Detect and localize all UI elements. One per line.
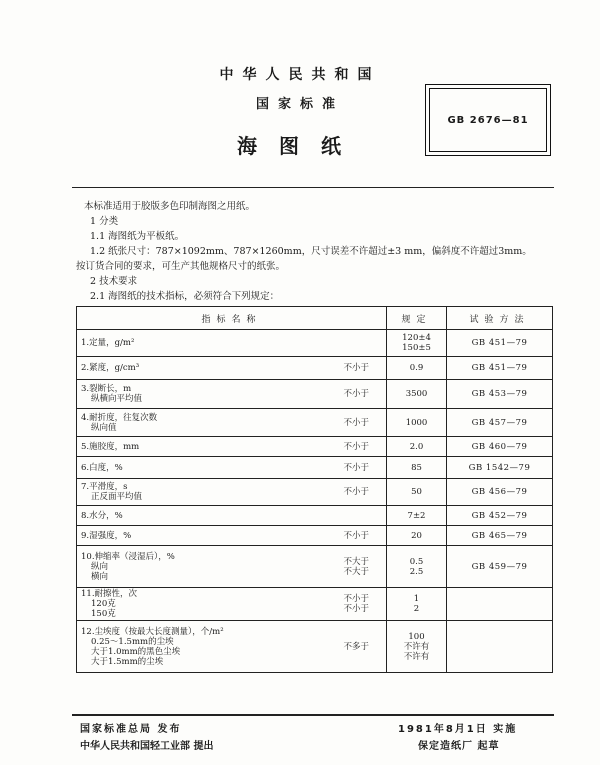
specification-value: 0.9 (409, 363, 424, 373)
clause-1-2-continued: 按订货合同的要求，可生产其他规格尺寸的纸张。 (76, 261, 286, 272)
section-1-heading: 1 分类 (90, 216, 119, 227)
indicator-subitem: 纵横向平均值 (91, 394, 143, 404)
specification-value: 50 (411, 487, 422, 497)
header-indicator-name: 指标名称 (77, 307, 387, 330)
table-row (77, 409, 553, 437)
specification-cell (387, 546, 447, 588)
indicator-name-cell (77, 380, 327, 409)
indicator-name: 6.白度，% (81, 462, 123, 473)
limit-condition: 不小于 (343, 441, 370, 452)
section-2-heading: 2 技术要求 (90, 276, 138, 287)
condition-cell (327, 506, 387, 526)
table-row (77, 546, 553, 588)
indicator-name-cell (77, 526, 327, 546)
condition-cell (327, 526, 387, 546)
table-row (77, 588, 553, 621)
test-method-cell: GB 453—79 (447, 380, 553, 409)
specification-cell (387, 588, 447, 621)
limit-condition: 不多于 (343, 641, 370, 652)
indicator-subitem: 0.25～1.5mm的尘埃 (91, 636, 174, 647)
indicator-name-cell (77, 506, 327, 526)
specification-value: 85 (411, 462, 422, 473)
table-row (77, 357, 553, 380)
footer-divider (72, 714, 554, 716)
limit-condition: 不小于 (343, 594, 370, 604)
indicator-subitem: 纵向 (91, 561, 109, 572)
specification-value: 2.0 (409, 441, 424, 452)
specification-cell (387, 479, 447, 506)
header-divider (72, 187, 554, 188)
drafter: 保定造纸厂 起草 (418, 741, 500, 752)
effective-date: 1981年8月1日 实施 (398, 724, 518, 735)
indicator-subitem: 正反面平均值 (91, 492, 143, 502)
specification-value: 0.5 (409, 556, 424, 567)
condition-cell (327, 409, 387, 437)
limit-condition: 不大于 (343, 556, 370, 567)
condition-cell (327, 380, 387, 409)
specification-value: 120±4 (402, 333, 431, 343)
standard-type-heading: 国家标准 (255, 97, 344, 112)
header-specification: 规定 (387, 307, 447, 330)
table-row (77, 380, 553, 409)
test-method-cell: GB 451—79 (447, 330, 553, 357)
table-row (77, 437, 553, 457)
specification-cell (387, 380, 447, 409)
test-method-cell (447, 588, 553, 621)
condition-cell (327, 621, 387, 673)
table-row (77, 330, 553, 357)
indicator-subitem: 大于1.5mm的尘埃 (91, 656, 164, 667)
specification-cell (387, 457, 447, 479)
header-test-method: 试验方法 (447, 307, 553, 330)
test-method-cell: GB 1542—79 (447, 457, 553, 479)
condition-cell (327, 357, 387, 380)
test-method-cell: GB 459—79 (447, 546, 553, 588)
indicator-name: 5.施胶度，mm (81, 441, 140, 452)
proposer: 中华人民共和国轻工业部 提出 (80, 741, 214, 752)
specification-cell (387, 409, 447, 437)
standard-code-box (425, 84, 551, 156)
indicator-name-cell (77, 409, 327, 437)
specification-value: 1 (413, 594, 420, 604)
indicator-name-cell (77, 588, 327, 621)
indicator-name: 8.水分，% (81, 510, 123, 521)
indicator-name: 9.湿强度，% (81, 530, 132, 541)
specification-value: 20 (411, 530, 422, 541)
specification-value: 2 (413, 604, 420, 614)
specification-value: 150±5 (402, 343, 431, 353)
limit-condition: 不小于 (343, 487, 370, 497)
limit-condition: 不小于 (343, 389, 370, 399)
specification-cell (387, 357, 447, 380)
indicator-name-cell (77, 437, 327, 457)
clause-2-1: 2.1 海图纸的技术指标，必须符合下列规定： (90, 291, 280, 302)
limit-condition: 不小于 (343, 417, 370, 428)
condition-cell (327, 479, 387, 506)
indicator-subitem: 大于1.0mm的黑色尘埃 (91, 646, 181, 657)
specification-cell (387, 621, 447, 673)
test-method-cell: GB 457—79 (447, 409, 553, 437)
indicator-name: 12.尘埃度（按最大长度测量），个/m² (81, 626, 224, 637)
limit-condition: 不小于 (343, 530, 370, 541)
specification-value: 不许有 (403, 641, 430, 652)
specification-cell (387, 506, 447, 526)
indicator-name-cell (77, 621, 327, 673)
condition-cell (327, 588, 387, 621)
specification-value: 100 (408, 631, 425, 642)
indicator-subitem: 120克 (91, 599, 116, 609)
specification-value: 3500 (405, 389, 428, 399)
condition-cell (327, 546, 387, 588)
test-method-cell: GB 465—79 (447, 526, 553, 546)
specification-cell (387, 437, 447, 457)
country-heading: 中华人民共和国 (219, 67, 381, 83)
specification-cell (387, 526, 447, 546)
specification-value: 7±2 (407, 510, 426, 521)
indicator-name: 7.平滑度，s (81, 482, 128, 492)
specification-value: 不许有 (403, 651, 430, 662)
specification-cell (387, 330, 447, 357)
limit-condition: 不小于 (343, 363, 370, 373)
limit-condition: 不小于 (343, 604, 370, 614)
table-row (77, 479, 553, 506)
indicator-name-cell (77, 457, 327, 479)
indicator-subitem: 横向 (91, 571, 109, 582)
specification-value: 1000 (405, 417, 428, 428)
test-method-cell (447, 621, 553, 673)
indicator-name: 1.定量，g/m² (81, 338, 135, 348)
test-method-cell: GB 452—79 (447, 506, 553, 526)
technical-specification-table (76, 306, 553, 673)
indicator-name: 10.伸缩率（浸湿后），% (81, 551, 175, 562)
specification-value: 2.5 (409, 566, 424, 577)
indicator-name-cell (77, 546, 327, 588)
scope-paragraph: 本标准适用于胶版多色印制海图之用纸。 (84, 201, 256, 212)
indicator-name: 3.裂断长，m (81, 384, 132, 394)
standard-code: GB 2676—81 (429, 88, 547, 152)
limit-condition: 不大于 (343, 566, 370, 577)
document-title: 海图纸 (237, 134, 363, 158)
indicator-name-cell (77, 479, 327, 506)
table-row (77, 526, 553, 546)
condition-cell (327, 457, 387, 479)
test-method-cell: GB 456—79 (447, 479, 553, 506)
condition-cell (327, 437, 387, 457)
issuer: 国家标准总局 发布 (80, 724, 182, 735)
table-row (77, 457, 553, 479)
indicator-subitem: 纵向值 (91, 422, 117, 433)
indicator-name-cell (77, 357, 327, 380)
indicator-name: 2.紧度，g/cm³ (81, 363, 140, 373)
table-row (77, 621, 553, 673)
clause-1-2: 1.2 纸张尺寸：787×1092mm、787×1260mm，尺寸误差不许超过±3 mm，偏斜度不许超过3mm。 (90, 246, 532, 257)
indicator-subitem: 150克 (91, 609, 116, 619)
limit-condition: 不小于 (343, 462, 370, 473)
indicator-name: 11.耐擦性，次 (81, 589, 138, 599)
clause-1-1: 1.1 海图纸为平板纸。 (90, 231, 185, 242)
test-method-cell: GB 460—79 (447, 437, 553, 457)
condition-cell (327, 330, 387, 357)
test-method-cell: GB 451—79 (447, 357, 553, 380)
table-row (77, 506, 553, 526)
indicator-name-cell (77, 330, 327, 357)
table-header-row (77, 307, 553, 330)
indicator-name: 4.耐折度，往复次数 (81, 412, 158, 423)
